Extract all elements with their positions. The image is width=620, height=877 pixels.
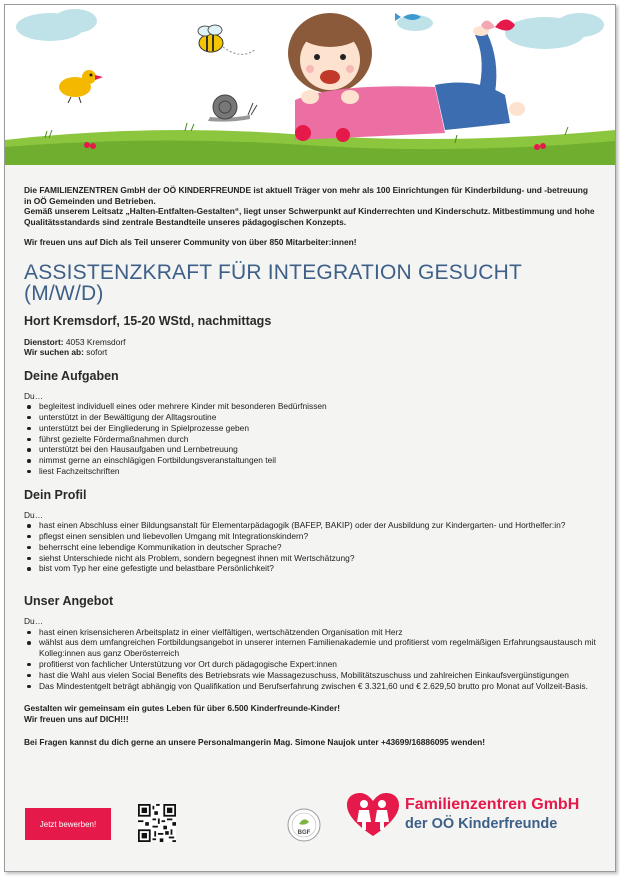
closing-line-3: Bei Fragen kannst du dich gerne an unsere Personalmangerin Mag. Simone Naujok unter +43699/16886095 wenden! xyxy=(24,736,486,747)
list-item: unterstützt bei der Eingliederung in Spielprozesse geben xyxy=(34,423,596,434)
offer-list xyxy=(24,627,596,692)
list-item: begleitest individuell eines oder mehrere Kinder mit besonderen Bedürfnissen xyxy=(34,401,596,412)
list-item: hast die Wahl aus vielen Social Benefits des Betriebsrats wie Massagezuschuss, Mobilitätszuschuss und zahlreichen Einkaufsvergünstigungen xyxy=(34,670,596,681)
profile-lead: Du… xyxy=(24,509,44,520)
intro-line-1: Die FAMILIENZENTREN GmbH der OÖ KINDERFREUNDE ist aktuell Träger von mehr als 100 Einrichtungen für Kinderbildung- und -betreuung in OÖ Gemeinden und Betrieben. xyxy=(24,185,588,206)
tasks-list xyxy=(24,401,596,477)
logo-line-2: der OÖ Kinderfreunde xyxy=(405,816,558,832)
girl-drawing xyxy=(288,13,525,142)
job-subtitle: Hort Kremsdorf, 15-20 WStd, nachmittags xyxy=(24,313,272,328)
closing-line-2: Wir freuen uns auf DICH!!! xyxy=(24,713,129,724)
offer-lead: Du… xyxy=(24,616,44,627)
intro-text xyxy=(24,185,596,248)
job-title: ASSISTENZKRAFT FÜR INTEGRATION GESUCHT (M/W/D) xyxy=(24,260,522,305)
bgf-seal-icon xyxy=(287,808,321,842)
intro-line-2: Gemäß unserem Leitsatz „Halten-Entfalten-Gestalten“, liegt unser Schwerpunkt auf Kinderrechten und Kinderschutz. Mitbestimmung und hohe Qualitätsstandards sind zentrale Bestandteile unseres pädagogischen Konzepts. xyxy=(24,206,595,227)
list-item: hast einen krisensicheren Arbeitsplatz in einer vielfältigen, wertschätzenden Organisation mit Herz xyxy=(34,627,596,638)
list-item: siehst Unterschiede nicht als Problem, sondern begegnest ihnen mit Wertschätzung? xyxy=(34,553,596,564)
start-label: Wir suchen ab: xyxy=(24,347,84,358)
closing-line-1: Gestalten wir gemeinsam ein gutes Leben für über 6.500 Kinderfreunde-Kinder! xyxy=(24,703,340,714)
list-item: wählst aus dem umfangreichen Fortbildungsangebot in unserer internen Familienakademie und profitierst vom regelmäßigen Erfahrungsaustausch mit Kolleg:innen aus ganz Oberösterreich xyxy=(34,637,596,659)
location-label: Dienstort: xyxy=(24,336,64,347)
profile-heading: Dein Profil xyxy=(24,487,87,502)
bgf-seal xyxy=(287,808,321,842)
list-item: unterstützt bei den Hausaufgaben und Lernbetreuung xyxy=(34,444,596,455)
intro-line-3: Wir freuen uns auf Dich als Teil unserer Community von über 850 Mitarbeiter:innen! xyxy=(24,237,357,248)
apply-button[interactable]: Jetzt bewerben! xyxy=(25,808,111,840)
girl-lying-illustration xyxy=(5,5,615,165)
list-item: nimmst gerne an einschlägigen Fortbildungsveranstaltungen teil xyxy=(34,455,596,466)
list-item: profitierst von fachlicher Unterstützung vor Ort durch pädagogische Expert:innen xyxy=(34,659,596,670)
list-item: bist vom Typ her eine gefestigte und belastbare Persönlichkeit? xyxy=(34,563,596,574)
bgf-label: BGF xyxy=(297,830,311,836)
location-value: 4053 Kremsdorf xyxy=(65,336,126,347)
job-posting-page xyxy=(4,4,616,872)
closing-text xyxy=(24,703,596,747)
butterfly-drawing xyxy=(481,19,515,30)
list-item: liest Fachzeitschriften xyxy=(34,466,596,477)
tasks-lead: Du… xyxy=(24,390,44,401)
company-logo xyxy=(345,790,595,840)
list-item: unterstützt in der Bewältigung der Alltagsroutine xyxy=(34,412,596,423)
job-meta xyxy=(24,337,596,358)
list-item: pflegst einen sensiblen und liebevollen Umgang mit Integrationskindern? xyxy=(34,531,596,542)
logo-line-1: Familienzentren GmbH xyxy=(405,796,580,813)
bee-drawing xyxy=(198,25,255,54)
list-item: hast einen Abschluss einer Bildungsanstalt für Elementarpädagogik (BAFEP, BAKIP) oder der Ausbildung zur Kindergarten- und Horthelfer:in? xyxy=(34,520,596,531)
start-value: sofort xyxy=(86,347,108,358)
snail-drawing xyxy=(208,95,257,122)
hero-illustration xyxy=(5,5,615,165)
heart-children-icon xyxy=(345,792,401,838)
bird-drawing xyxy=(59,70,103,103)
profile-list xyxy=(24,520,596,574)
tasks-heading: Deine Aufgaben xyxy=(24,368,119,383)
list-item: beherrscht eine lebendige Kommunikation in deutscher Sprache? xyxy=(34,542,596,553)
offer-heading: Unser Angebot xyxy=(24,594,114,609)
list-item: führst gezielte Fördermaßnahmen durch xyxy=(34,434,596,445)
list-item: Das Mindestentgelt beträgt abhängig von Qualifikation und Berufserfahrung zwischen € 3.321,60 und € 2.629,50 brutto pro Monat auf Vollzeit-Basis. xyxy=(34,681,596,692)
main-content xyxy=(24,185,596,747)
qr-code-icon[interactable] xyxy=(138,804,176,842)
